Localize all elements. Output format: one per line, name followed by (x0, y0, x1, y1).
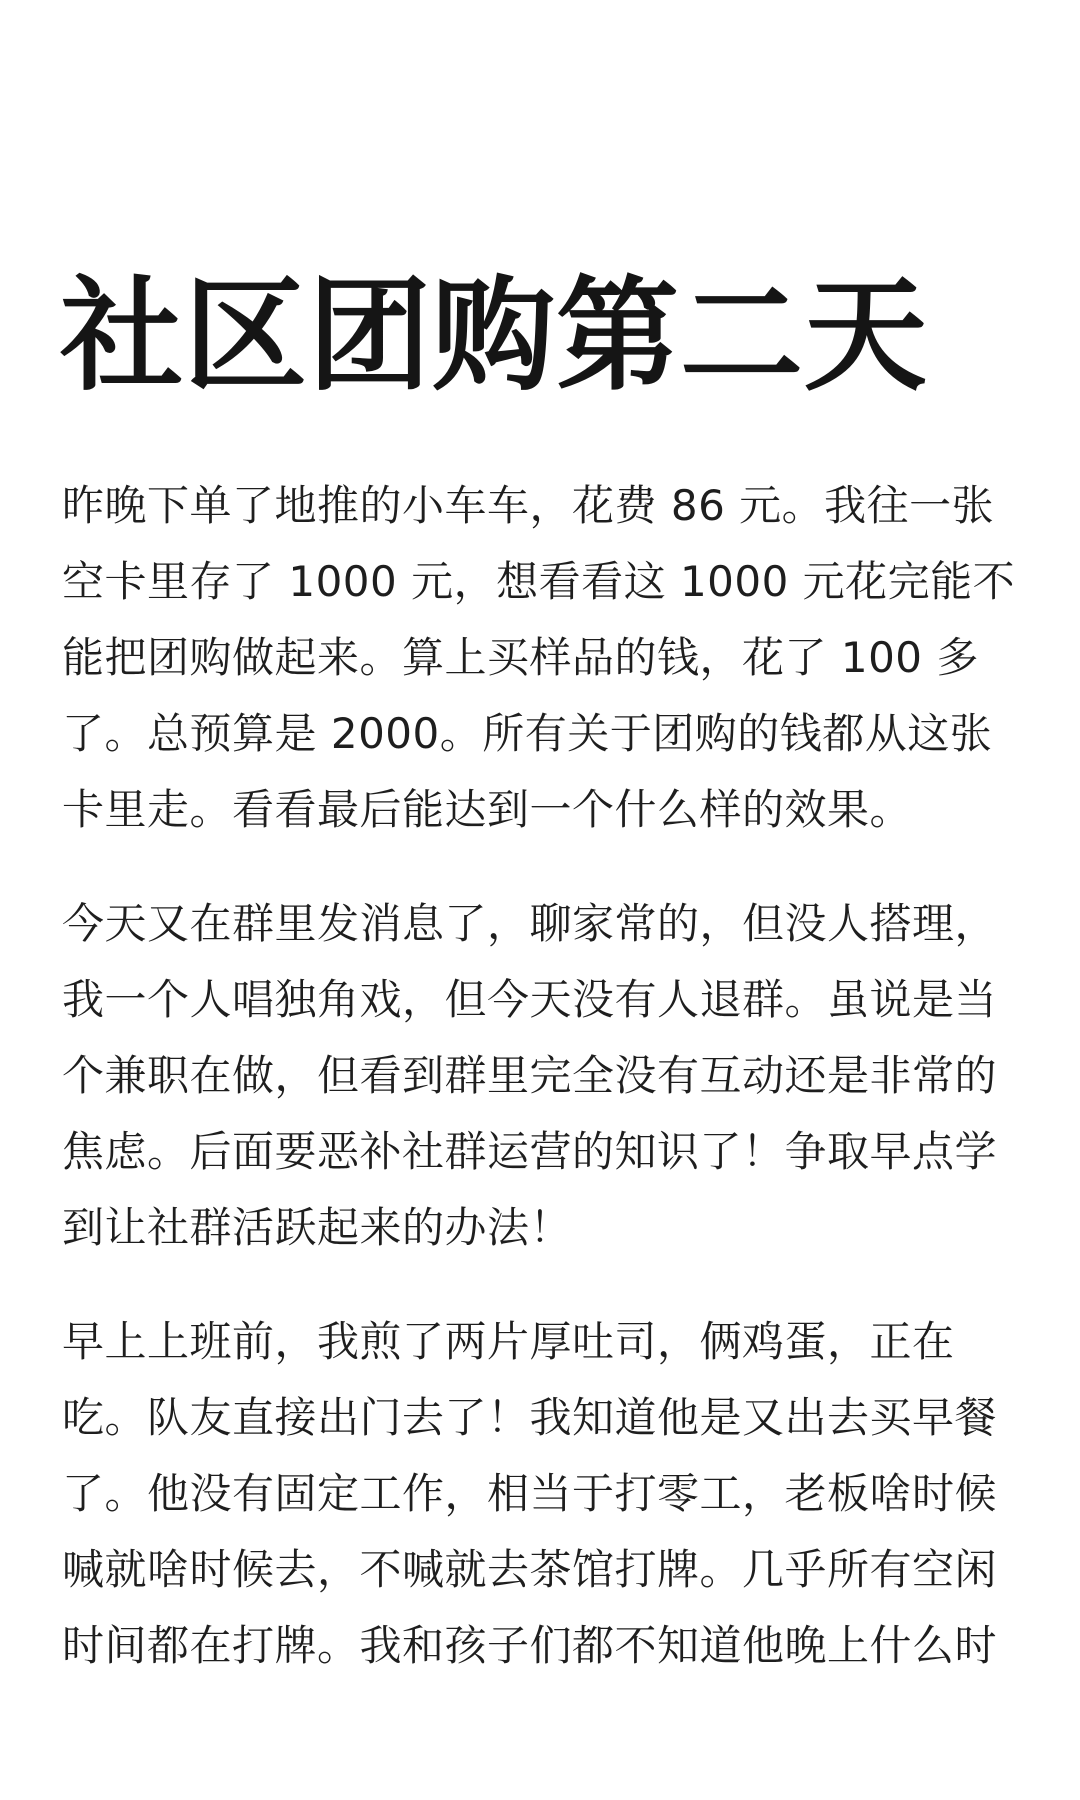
text-line: 了。他没有固定工作，相当于打零工，老板啥时候 (62, 1469, 998, 1518)
text-line: 今天又在群里发消息了，聊家常的，但没人搭理， (62, 899, 998, 948)
article-title: 社区团购第二天 (60, 265, 928, 408)
text-line: 喊就啥时候去，不喊就去茶馆打牌。几乎所有空闲 (62, 1545, 998, 1594)
text-line: 我一个人唱独角戏，但今天没有人退群。虽说是当 (62, 975, 998, 1024)
text-line: 时间都在打牌。我和孩子们都不知道他晚上什么时 (62, 1621, 998, 1670)
text-line: 卡里走。看看最后能达到一个什么样的效果。 (62, 785, 913, 834)
paragraph-2 (62, 886, 1022, 1266)
paragraph-3 (62, 1304, 1022, 1684)
text-line: 早上上班前，我煎了两片厚吐司，俩鸡蛋，正在 (62, 1317, 955, 1366)
text-line: 到让社群活跃起来的办法！ (62, 1203, 573, 1252)
text-line: 焦虑。后面要恶补社群运营的知识了！争取早点学 (62, 1127, 998, 1176)
text-line: 空卡里存了 1000 元，想看看这 1000 元花完能不 (62, 557, 1016, 606)
text-line: 吃。队友直接出门去了！我知道他是又出去买早餐 (62, 1393, 998, 1442)
text-line: 昨晚下单了地推的小车车，花费 86 元。我往一张 (62, 481, 995, 530)
text-line: 了。总预算是 2000。所有关于团购的钱都从这张 (62, 709, 993, 758)
text-line: 能把团购做起来。算上买样品的钱，花了 100 多 (62, 633, 979, 682)
paragraph-1 (62, 468, 1022, 848)
text-line: 个兼职在做，但看到群里完全没有互动还是非常的 (62, 1051, 998, 1100)
